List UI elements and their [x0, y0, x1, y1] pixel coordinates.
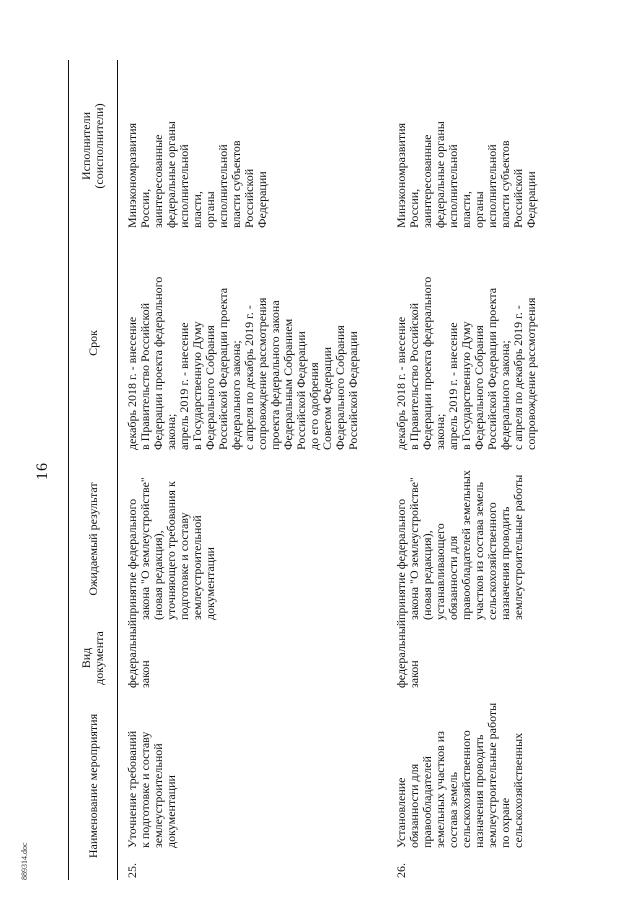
document-type: федеральный закон [394, 619, 421, 688]
table-row [387, 60, 581, 880]
measure-name: Уточнение требований к подготовке и составу землеустроительной документации [125, 730, 178, 848]
document-id: 889314.doc [20, 842, 29, 880]
header-name: Наименование мероприятия [69, 692, 118, 880]
expected-result: принятие федерального закона "О землеустройстве" (новая редакция), уточняющего требования к подготовке и составу землеустроительной документации [125, 477, 217, 620]
header-deadline: Срок [69, 232, 118, 454]
header-result: Ожидаемый результат [69, 454, 118, 624]
page-number: 16 [34, 462, 51, 480]
deadline: декабрь 2018 г. - внесение в Правительство Российской Федерации проекта федерального закона; апрель 2019 г. - внесение в Государственную Думу Федерального Собрания Российской Федерации проекта федерального закона; с апреля по декабрь 2019 г. - сопровождение рассмотрения [394, 276, 538, 450]
document-type: федеральный закон [125, 619, 152, 688]
deadline: декабрь 2018 г. - внесение в Правительство Российской Федерации проекта федерального закона; апрель 2019 г. - внесение в Государственную Думу Федерального Собрания Российской Федерации проекта федерального закона; с апреля по декабрь 2019 г. - сопровождение рассмотрения проекта федерального закона Федеральным Собранием Российской Федерации до его одобрения Советом Федерации Федерального Собрания Российской Федерации [125, 276, 360, 450]
table-row [118, 60, 388, 880]
row-number: 26. [394, 863, 408, 878]
table-header-row [69, 60, 118, 880]
header-executors: Исполнители (соисполнители) [69, 60, 118, 232]
executors: Минэкономразвития России, заинтересованные федеральные органы исполнительной власти, органы исполнительной власти субъектов Российской Федерации [125, 121, 269, 228]
expected-result: принятие федерального закона "О землеустройстве" (новая редакция), устанавливающего обязанности для правообладателей земельных участков из состава земель сельскохозяйственного назначения проводить землеустроительные работы [394, 470, 525, 620]
row-number: 25. [125, 863, 139, 878]
measures-table [68, 60, 581, 880]
header-doc-type: Вид документа [69, 624, 118, 692]
measure-name: Установление обязанности для правообладателей земельных участков из состава земель сельскохозяйственного назначения проводить землеустроительные работы по охране сельскохозяйственных [394, 702, 525, 848]
rotated-content [20, 30, 588, 880]
executors: Минэкономразвития России, заинтересованные федеральные органы исполнительной власти, органы исполнительной власти субъектов Российской Федерации [394, 121, 538, 228]
